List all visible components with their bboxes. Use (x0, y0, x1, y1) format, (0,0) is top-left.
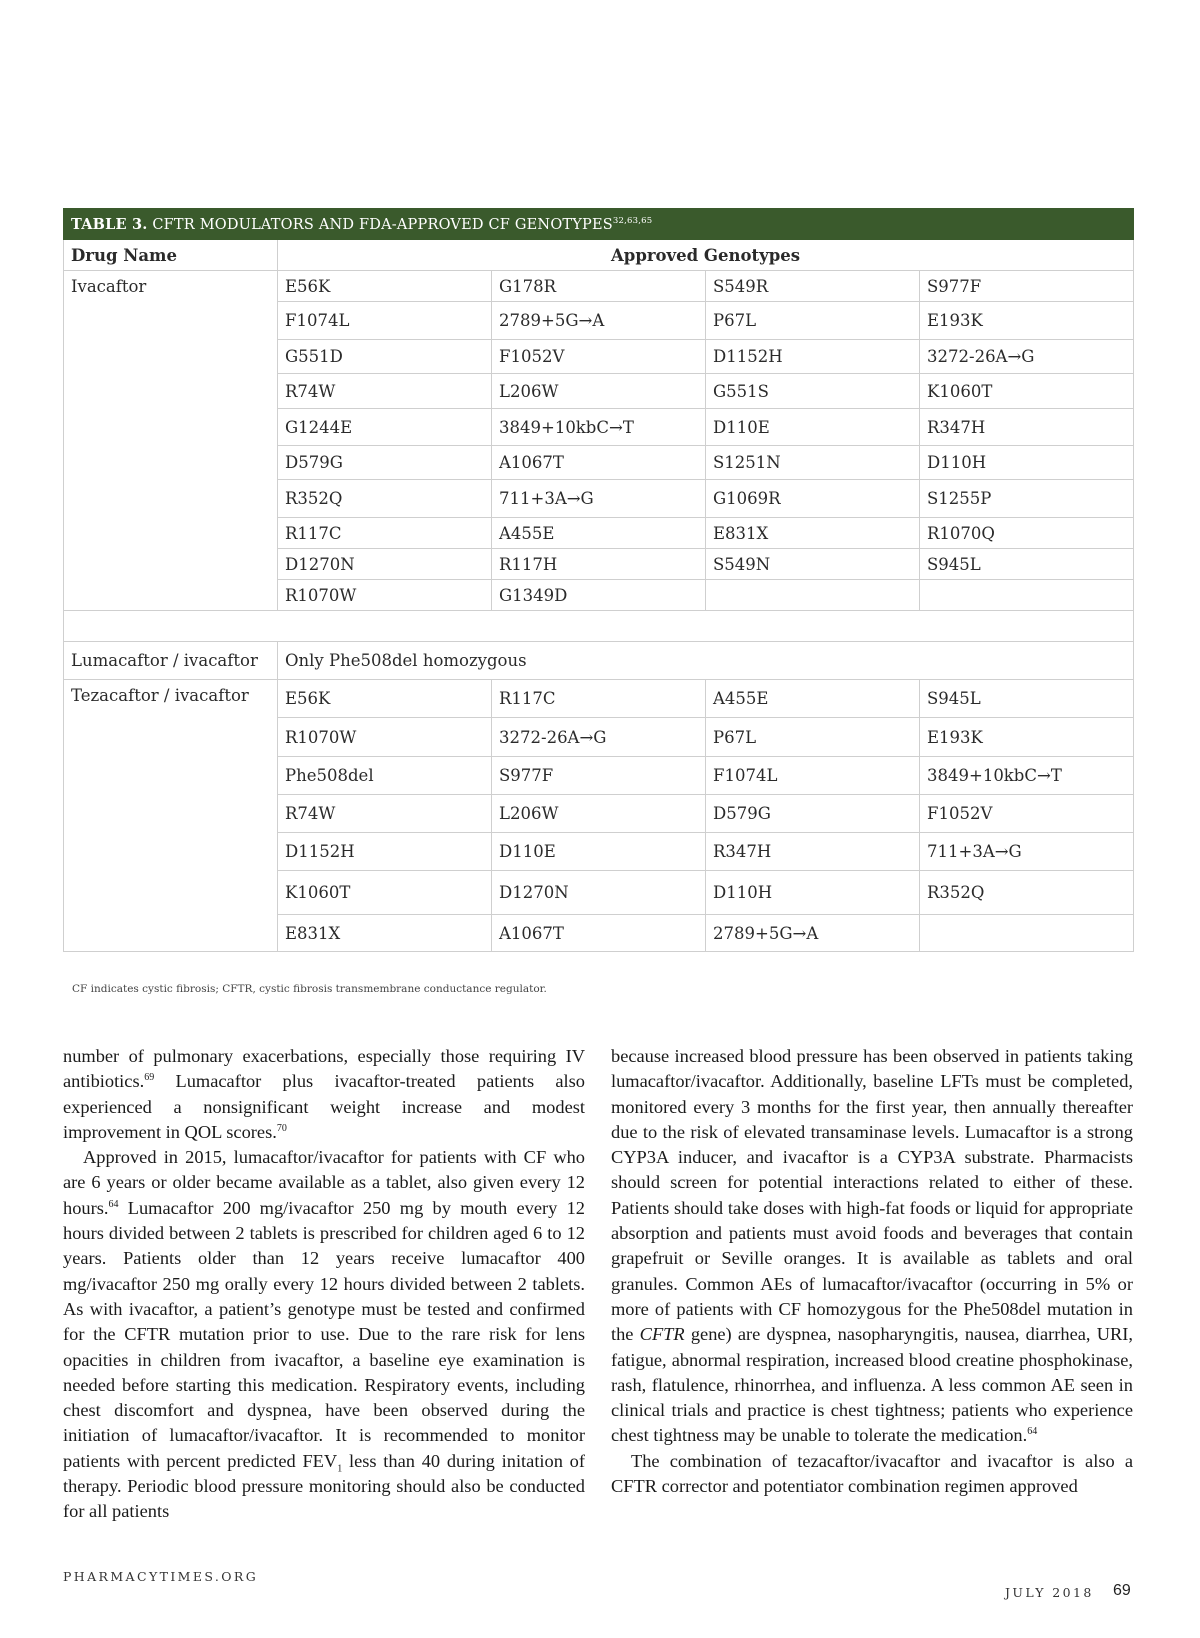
genotype-cell: S1251N (706, 446, 920, 480)
genotype-cell: G551D (278, 340, 492, 374)
genotype-cell: S977F (920, 271, 1134, 302)
citation: 64 (1027, 1426, 1038, 1438)
spacer-cell (64, 611, 1134, 642)
genotype-cell: 2789+5G→A (706, 915, 920, 952)
lumacaftor-row (64, 642, 1134, 680)
genotype-cell: Phe508del (278, 757, 492, 795)
left-p2-text-b: Lumacaftor 200 mg/ivacaftor 250 mg by mouth every 12 hours divided between 2 tablets is prescribed for children aged 6 to 12 years. Patients older than 12 years receive lumacaftor 400 mg/ivacaftor 250 mg orally every 12 hours divided between 2 tablets. As with ivacaftor, a patient’s genotype must be tested and confirmed for the CFTR mutation prior to use. Due to the rare risk for lens opacities in children from ivacaftor, a baseline eye examination is needed before starting this medication. Respiratory events, including chest discomfort and dyspnea, have been observed during the initiation of lumacaftor/ivacaftor. It is recommended to monitor patients with percent predicted FEV (63, 1197, 585, 1471)
tezacaftor-rows (64, 680, 1134, 952)
table-spacer-row (64, 611, 1134, 642)
genotype-cell: S549N (706, 549, 920, 580)
left-p2-text-a: Approved in 2015, lumacaftor/ivacaftor for patients with CF who are 6 years or older became available as a tablet, also given every 12 hours. (63, 1147, 585, 1218)
genotype-cell: 2789+5G→A (492, 302, 706, 340)
genotype-cell: D579G (706, 795, 920, 833)
footer-date: JULY 2018 (1005, 1585, 1094, 1600)
genotype-cell: E193K (920, 302, 1134, 340)
genotype-cell: K1060T (278, 871, 492, 915)
genotype-cell: 3849+10kbC→T (492, 409, 706, 446)
genotype-cell: F1052V (920, 795, 1134, 833)
left-paragraph-1 (63, 1044, 585, 1145)
genotype-cell: D110H (920, 446, 1134, 480)
table-header-row (64, 240, 1134, 271)
genotype-cell: S945L (920, 549, 1134, 580)
table-footnote: CF indicates cystic fibrosis; CFTR, cystic fibrosis transmembrane conductance regulator. (72, 983, 547, 995)
right-paragraph-2: The combination of tezacaftor/ivacaftor and ivacaftor is also a CFTR corrector and potentiator combination regimen approved (611, 1450, 1133, 1497)
genotype-cell: P67L (706, 718, 920, 757)
left-p1-text-b: Lumacaftor plus ivacaftor-treated patients also experienced a nonsignificant weight increase and modest improvement in QOL scores. (63, 1071, 585, 1142)
genotype-cell: E831X (278, 915, 492, 952)
table-row (64, 680, 1134, 718)
genotype-cell: E56K (278, 680, 492, 718)
genotype-cell: A455E (706, 680, 920, 718)
drug-tezacaftor: Tezacaftor / ivacaftor (64, 680, 278, 952)
genotype-cell (920, 580, 1134, 611)
genotype-cell: E56K (278, 271, 492, 302)
genotype-cell (706, 580, 920, 611)
header-drug-name: Drug Name (64, 240, 278, 271)
genotype-cell: D1270N (492, 871, 706, 915)
table-3 (63, 208, 1133, 952)
genotype-cell: 3272-26A→G (920, 340, 1134, 374)
body-column-left (63, 1044, 585, 1525)
genotype-cell: D1270N (278, 549, 492, 580)
genotype-cell: G178R (492, 271, 706, 302)
genotype-cell: A1067T (492, 915, 706, 952)
genotype-cell (920, 915, 1134, 952)
page-number: 69 (1113, 1582, 1131, 1599)
right-p1-text-a: because increased blood pressure has been observed in patients taking lumacaftor/ivacaftor. Additionally, baseline LFTs must be completed, monitored every 3 months for the first year, then annually thereafter due to the risk of elevated transaminase levels. Lumacaftor is a strong CYP3A inducer, and ivacaftor is a CYP3A substrate. Pharmacists should screen for potential interactions related to either of these. Patients should take doses with high-fat foods or liquid for appropriate absorption and patients must avoid foods and beverages that contain grapefruit or Seville oranges. It is available as tablets and oral granules. Common AEs of lumacaftor/ivacaftor (occurring in 5% or more of patients with CF homozygous for the Phe508del mutation in the (611, 1046, 1133, 1345)
genotype-cell: 3849+10kbC→T (920, 757, 1134, 795)
table-title-row (64, 209, 1134, 240)
genotype-cell: R1070W (278, 718, 492, 757)
drug-ivacaftor: Ivacaftor (64, 271, 278, 611)
table-row (64, 271, 1134, 302)
genotype-cell: D110E (492, 833, 706, 871)
genotype-cell: D579G (278, 446, 492, 480)
left-p2-text-c: less than 40 during initation of therapy. Periodic blood pressure monitoring should also be conducted for all patients (63, 1450, 586, 1522)
genotype-cell: S549R (706, 271, 920, 302)
genotype-cell: G1069R (706, 480, 920, 518)
genotype-cell: R1070W (278, 580, 492, 611)
genotype-cell: G1244E (278, 409, 492, 446)
genotype-cell: P67L (706, 302, 920, 340)
genotype-cell: R352Q (278, 480, 492, 518)
genotype-cell: F1052V (492, 340, 706, 374)
genotype-cell: D1152H (706, 340, 920, 374)
genotype-cell: R347H (920, 409, 1134, 446)
genotype-cell: D1152H (278, 833, 492, 871)
genotype-cell: D110E (706, 409, 920, 446)
cftr-italic: CFTR (639, 1324, 685, 1345)
genotype-cell: F1074L (706, 757, 920, 795)
table-title-refs: 32,63,65 (612, 215, 653, 226)
ivacaftor-rows (64, 271, 1134, 611)
table-title (64, 209, 1134, 240)
genotype-cell: R117C (492, 680, 706, 718)
left-paragraph-2 (63, 1145, 585, 1524)
genotype-cell: R352Q (920, 871, 1134, 915)
genotype-cell: A455E (492, 518, 706, 549)
genotype-cell: G1349D (492, 580, 706, 611)
genotype-cell: F1074L (278, 302, 492, 340)
citation: 64 (108, 1198, 119, 1210)
genotype-cell: 3272-26A→G (492, 718, 706, 757)
genotype-cell: L206W (492, 374, 706, 409)
genotype-cell: E193K (920, 718, 1134, 757)
citation: 69 (144, 1072, 155, 1084)
body-column-right (611, 1044, 1133, 1499)
drug-lumacaftor: Lumacaftor / ivacaftor (64, 642, 278, 680)
genotype-cell: 711+3A→G (492, 480, 706, 518)
genotype-cell: R74W (278, 795, 492, 833)
right-paragraph-1 (611, 1044, 1133, 1449)
genotype-cell: A1067T (492, 446, 706, 480)
genotype-cell: R347H (706, 833, 920, 871)
genotype-cell: D110H (706, 871, 920, 915)
right-p1-text-b: gene) are dyspnea, nasopharyngitis, nausea, diarrhea, URI, fatigue, abnormal respiration, increased blood creatine phosphokinase, rash, flatulence, rhinorrhea, and influenza. A less common AE seen in clinical trials and practice is chest tightness; patients who experience chest tightness may be unable to tolerate the medication. (611, 1324, 1133, 1446)
genotype-cell: K1060T (920, 374, 1134, 409)
genotype-table (63, 208, 1134, 952)
genotype-cell: L206W (492, 795, 706, 833)
citation: 70 (276, 1122, 287, 1134)
genotype-cell: 711+3A→G (920, 833, 1134, 871)
fev-subscript: 1 (337, 1463, 343, 1475)
table-title-text: CFTR MODULATORS AND FDA-APPROVED CF GENOTYPES (152, 216, 613, 233)
genotype-cell: R74W (278, 374, 492, 409)
genotype-cell: S945L (920, 680, 1134, 718)
table-label: TABLE 3. (71, 215, 148, 233)
genotype-cell: R117H (492, 549, 706, 580)
genotype-cell: R117C (278, 518, 492, 549)
genotype-cell: S977F (492, 757, 706, 795)
genotype-cell: E831X (706, 518, 920, 549)
genotype-cell: S1255P (920, 480, 1134, 518)
lumacaftor-genotypes: Only Phe508del homozygous (278, 642, 1134, 680)
footer-site: PHARMACYTIMES.ORG (63, 1569, 259, 1584)
left-p1-text-a: number of pulmonary exacerbations, especially those requiring IV antibiotics. (63, 1046, 585, 1092)
genotype-cell: G551S (706, 374, 920, 409)
header-approved-genotypes: Approved Genotypes (278, 240, 1134, 271)
genotype-cell: R1070Q (920, 518, 1134, 549)
